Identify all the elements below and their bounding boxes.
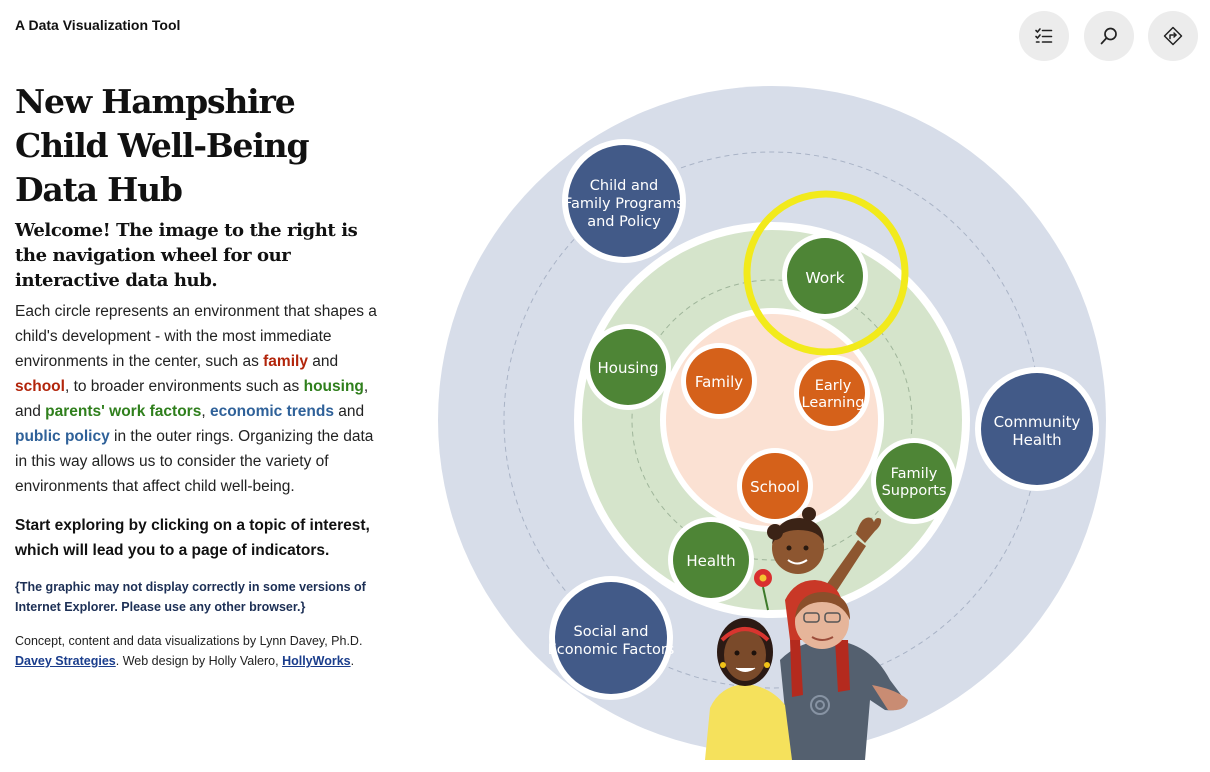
node-early-learning[interactable] (794, 355, 870, 431)
keyword-housing: housing (303, 378, 364, 395)
keyword-school: school (15, 378, 65, 395)
intro-paragraph (15, 299, 380, 499)
davey-strategies-link[interactable]: Davey Strategies (15, 654, 116, 668)
directions-icon (1163, 26, 1183, 46)
node-label: Child and (589, 178, 659, 194)
intro-text: and (333, 403, 365, 420)
intro-text: , to broader environments such as (64, 378, 304, 395)
node-work[interactable] (782, 233, 868, 319)
node-label: Community (993, 413, 1081, 431)
node-label: Supports (881, 483, 947, 499)
intro-text: and (307, 353, 339, 370)
navigation-wheel (430, 80, 1120, 772)
intro-panel (15, 80, 380, 671)
node-label: and Policy (587, 214, 661, 230)
node-label: Family (694, 373, 744, 391)
directions-button[interactable] (1148, 11, 1198, 61)
node-label: Health (1012, 431, 1062, 449)
node-housing[interactable] (585, 324, 671, 410)
node-label: Social and (573, 624, 649, 640)
node-health[interactable] (668, 517, 754, 603)
intro-text: in the outer rings. Organizing the data in this way allows us to consider the variety of environments that affect child well-being. (15, 428, 374, 495)
keyword-economic-trends: economic trends (209, 403, 334, 420)
browser-note: {The graphic may not display correctly in some versions of Internet Explorer. Please use any other browser.} (15, 580, 366, 614)
node-label: Economic Factors (547, 642, 675, 658)
node-label: Work (805, 269, 845, 287)
credits-text: . (350, 654, 355, 668)
node-label: Early (814, 378, 852, 394)
node-child-family-programs-policy[interactable] (562, 139, 686, 263)
hollyworks-link[interactable]: HollyWorks (282, 654, 351, 668)
checklist-button[interactable] (1019, 11, 1069, 61)
checklist-icon (1034, 26, 1054, 46)
node-label: Health (686, 552, 736, 570)
intro-text: Each circle represents an environment that shapes a child's development - with the most immediate environments in the center, such as (15, 303, 377, 370)
node-community-health[interactable] (975, 367, 1099, 491)
node-school[interactable] (737, 448, 813, 524)
intro-text: , and (15, 378, 369, 420)
call-to-action: Start exploring by clicking on a topic of interest, which will lead you to a page of indicators. (15, 517, 370, 559)
node-label: Family (890, 466, 938, 482)
credits-text: Concept, content and data visualizations by Lynn Davey, Ph.D. (15, 634, 363, 648)
node-label: School (750, 478, 800, 496)
node-label: Learning (801, 395, 865, 411)
search-button[interactable] (1084, 11, 1134, 61)
search-icon (1099, 26, 1119, 46)
page-subtitle: Welcome! The image to the right is the navigation wheel for our interactive data hub. (15, 220, 358, 291)
app-brand: A Data Visualization Tool (15, 17, 181, 33)
credits (15, 631, 380, 671)
node-family[interactable] (681, 343, 757, 419)
intro-text: , (201, 403, 210, 420)
node-label: Housing (597, 359, 659, 377)
node-family-supports[interactable] (871, 438, 957, 524)
keyword-work-factors: parents' work factors (45, 403, 202, 420)
page-title: New Hampshire Child Well-Being Data Hub (15, 82, 309, 209)
keyword-family: family (263, 353, 308, 370)
credits-text: . Web design by Holly Valero, (115, 654, 283, 668)
keyword-public-policy: public policy (15, 428, 110, 445)
node-label: Family Programs (563, 196, 685, 212)
